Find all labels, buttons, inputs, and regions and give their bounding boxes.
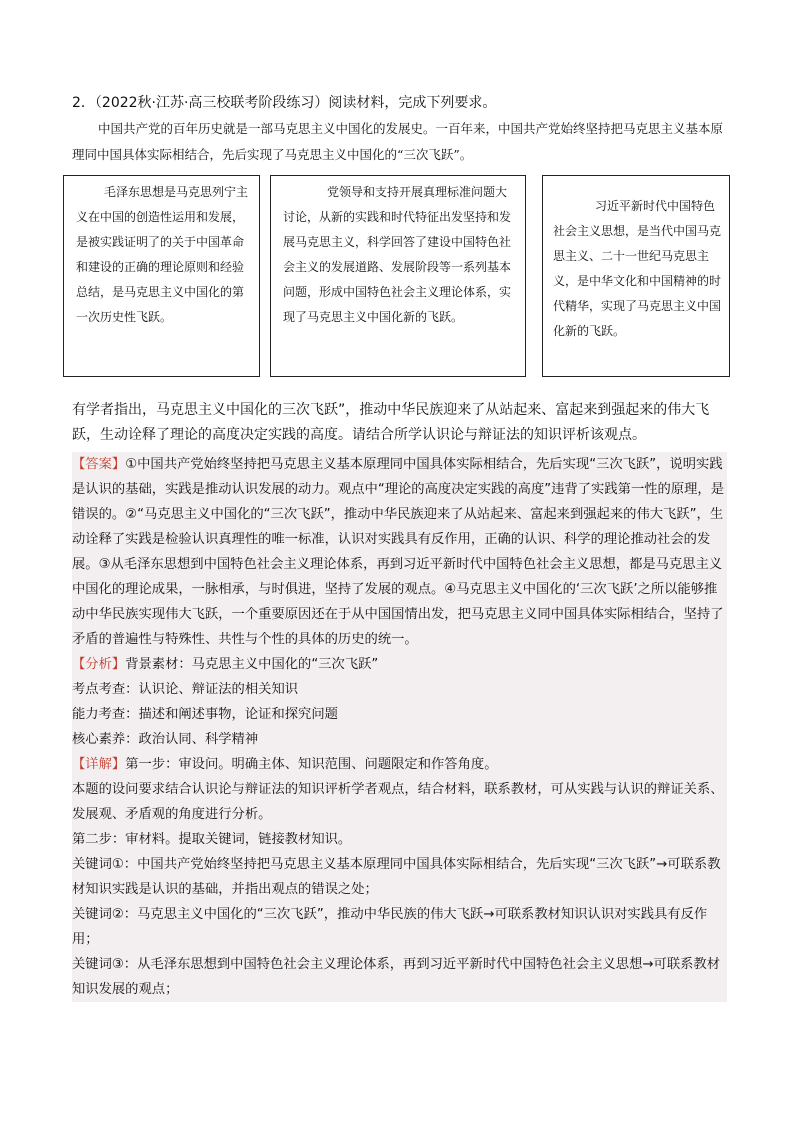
material-intro: 中国共产党的百年历史就是一部马克思主义中国化的发展史。一百年来，中国共产党始终坚持把马克思主义基本原理同中国具体实际相结合，先后实现了马克思主义中国化的“三次飞跃”。 [72,121,724,162]
analysis-nengli: 能力考查：描述和阐述事物，论证和探究问题 [72,707,338,722]
answer-section [72,452,727,1002]
material-box-2 [270,175,526,377]
material-box-1-text: 毛泽东思想是马克思列宁主义在中国的创造性运用和发展，是被实践证明了的关于中国革命和建设的正确的理论原则和经验总结，是马克思主义中国化的第一次历史性飞跃。 [76,185,249,324]
answer-tag: 【答案】 [72,457,126,472]
analysis-background [72,652,727,677]
detail-keyword-2: 关键词②：马克思主义中国化的“三次飞跃”，推动中华民族的伟大飞跃→可联系教材知识认识对实践具有反作用； [72,907,708,947]
detail-step1-text: 第一步：审设问。明确主体、知识范围、问题限定和作答角度。 [125,757,498,772]
detail-keyword-1: 关键词①：中国共产党始终坚持把马克思主义基本原理同中国具体实际相结合，先后实现“三次飞跃”→可联系教材知识实践是认识的基础，并指出观点的错误之处； [72,857,721,897]
detail-keyword-3: 关键词③：从毛泽东思想到中国特色社会主义理论体系，再到习近平新时代中国特色社会主义思想→可联系教材知识发展的观点； [72,957,721,997]
material-box-2-text: 党领导和支持开展真理标准问题大讨论，从新的实践和时代特征出发坚持和发展马克思主义，科学回答了建设中国特色社会主义的发展道路、发展阶段等一系列基本问题，形成中国特色社会主义理论体系，实现了马克思主义中国化新的飞跃。 [283,185,512,324]
analysis-tag: 【分析】 [72,657,126,672]
answer-paragraph [72,452,727,652]
analysis-suyang: 核心素养：政治认同、科学精神 [72,732,259,747]
material-box-3-text: 习近平新时代中国特色社会主义思想，是当代中国马克思主义、二十一世纪马克思主义，是中华文化和中国精神的时代精华，实现了马克思主义中国化新的飞跃。 [553,199,722,338]
material-box-3 [542,175,730,377]
analysis-background-text: 背景素材：马克思主义中国化的“三次飞跃” [125,657,379,672]
detail-tag: 【详解】 [72,757,126,772]
answer-text: ①中国共产党始终坚持把马克思主义基本原理同中国具体实际相结合，先后实现“三次飞跃”，说明实践是认识的基础，实践是推动认识发展的动力。观点中“理论的高度决定实践的高度”违背了实践第一性的原理，是错误的。②“马克思主义中国化的“三次飞跃”，推动中华民族迎来了从站起来、富起来到强起来的伟大飞跃”，生动诠释了实践是检验认识真理性的唯一标准，认识对实践具有反作用，正确的认识、科学的理论推动社会的发展。③从毛泽东思想到中国特色社会主义理论体系，再到习近平新时代中国特色社会主义思想，都是马克思主义中国化的理论成果，一脉相承，与时俱进，坚持了发展的观点。④马克思主义中国化的‘三次飞跃’之所以能够推动中华民族实现伟大飞跃，一个重要原因还在于从中国国情出发，把马克思主义同中国具体实际相结合，坚持了矛盾的普遍性与特殊性、共性与个性的具体的历史的统一。 [72,457,725,647]
question-text: 有学者指出，马克思主义中国化的三次飞跃”，推动中华民族迎来了从站起来、富起来到强起来的伟大飞跃，生动诠释了理论的高度决定实践的高度。请结合所学认识论与辩证法的知识评析该观点。 [72,402,710,443]
detail-step1-body: 本题的设问要求结合认识论与辩证法的知识评析学者观点，结合材料，联系教材，可从实践与认识的辩证关系、发展观、矛盾观的角度进行分析。 [72,782,724,822]
material-box-1 [63,175,260,377]
detail-step2: 第二步：审材料。提取关键词，链接教材知识。 [72,832,352,847]
detail-step1 [72,752,727,777]
question-title: 2．（2022秋·江苏·高三校联考阶段练习）阅读材料，完成下列要求。 [72,95,497,111]
analysis-kaodian: 考点考查：认识论、辩证法的相关知识 [72,682,299,697]
